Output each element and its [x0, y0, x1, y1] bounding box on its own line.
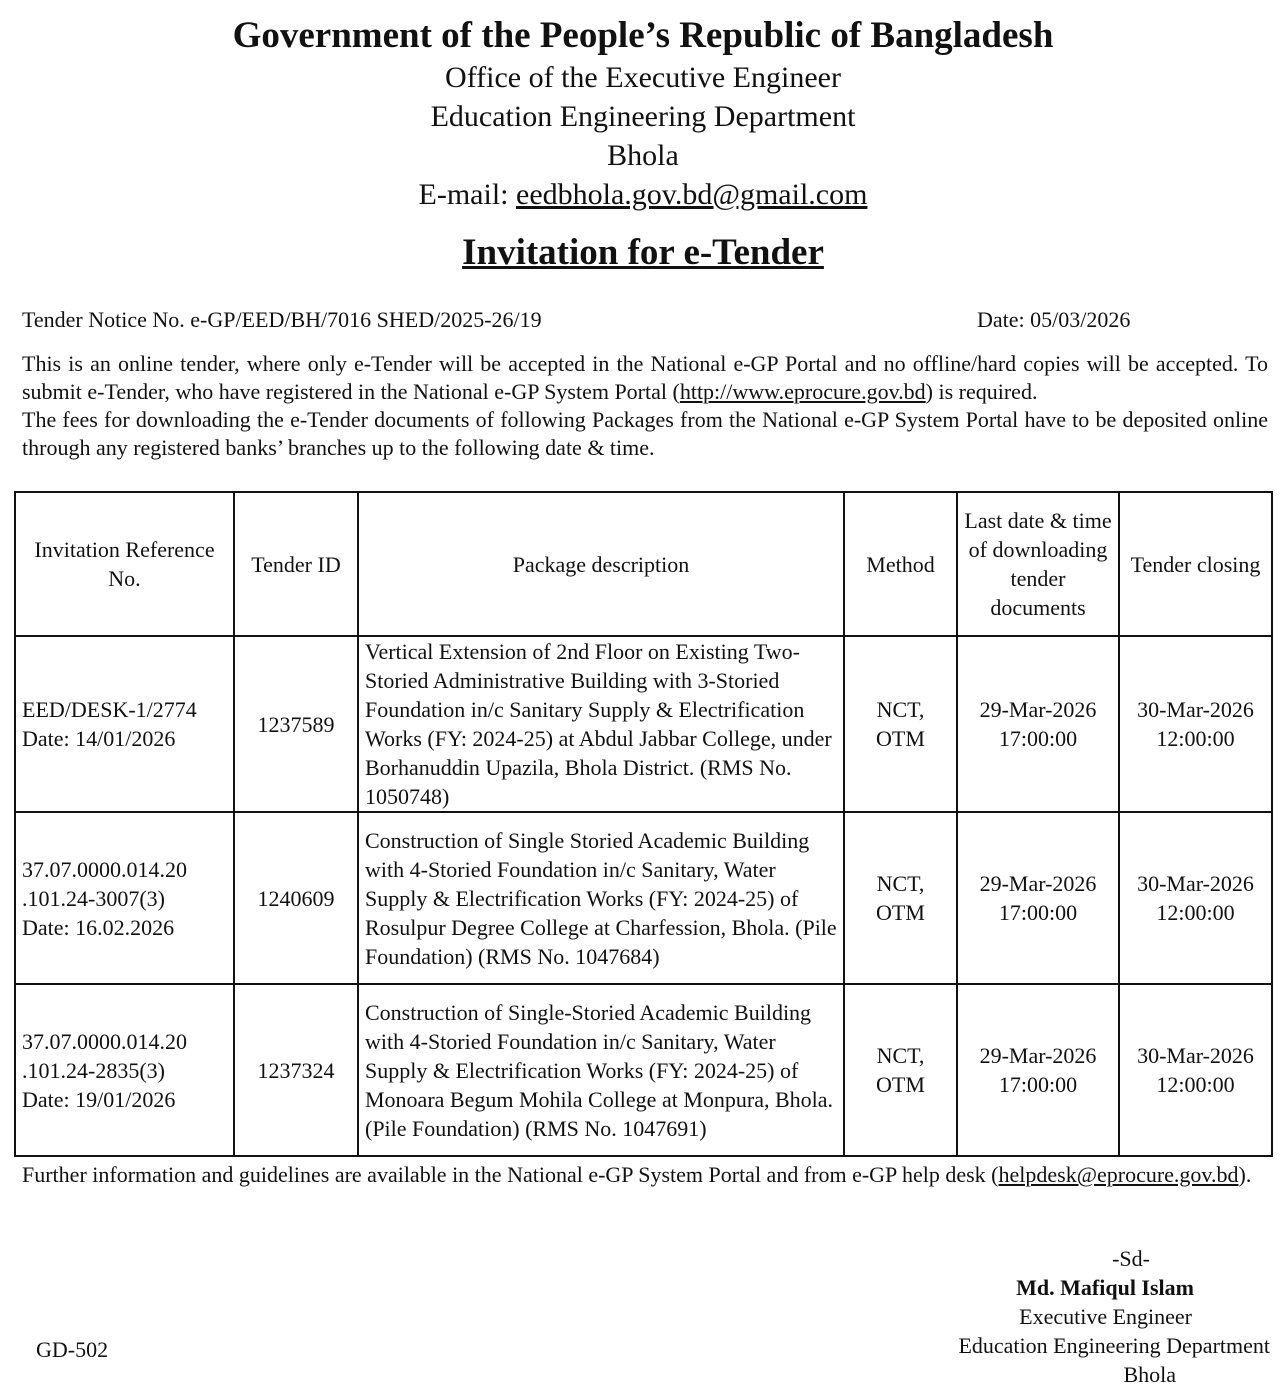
signatory-name: Md. Mafiqul Islam	[1016, 1275, 1194, 1300]
header-tender-closing: Tender closing	[1119, 492, 1272, 636]
signatory-designation: Executive Engineer	[1019, 1304, 1192, 1329]
page-title	[0, 230, 1286, 276]
table-row	[15, 984, 1272, 1156]
intro-paragraph-2: The fees for downloading the e-Tender documents of following Packages from the National e-GP System Portal have to be deposited online through any registered banks’ branches up to the following date & time.	[22, 407, 1268, 460]
closing-date: 30-Mar-2026	[1137, 697, 1254, 722]
last-time: 17:00:00	[998, 726, 1078, 751]
closing-cell	[1119, 984, 1272, 1156]
package-description-cell: Construction of Single-Storied Academic Building with 4-Storied Foundation in/c Sanitary, Water Supply & Electrification Works (FY: 2024-25) of Monoara Begum Mohila College at Monpura, Bhola. (Pile Foundation) (RMS No. 1047691)	[358, 984, 844, 1156]
table-row	[15, 636, 1272, 812]
further-information: Further information and guidelines are available in the National e-GP System Portal and from e-GP help desk (helpdesk@eprocure.gov.bd).	[22, 1162, 1252, 1187]
closing-time: 12:00:00	[1156, 900, 1235, 925]
table-row	[15, 812, 1272, 984]
tender-id-cell: 1240609	[234, 812, 358, 984]
last-time: 17:00:00	[998, 1072, 1078, 1097]
intro-text	[22, 350, 1268, 462]
header-tender-id: Tender ID	[234, 492, 358, 636]
ref-number: 37.07.0000.014.20 .101.24-2835(3)	[22, 1028, 187, 1083]
ref-cell	[15, 812, 234, 984]
header-method: Method	[844, 492, 957, 636]
header-package-description: Package description	[358, 492, 844, 636]
header-invitation-ref: Invitation Reference No.	[15, 492, 234, 636]
closing-date: 30-Mar-2026	[1137, 871, 1254, 896]
closing-cell	[1119, 812, 1272, 984]
method-cell: NCT, OTM	[844, 812, 957, 984]
department-line: Education Engineering Department	[430, 100, 856, 133]
district-line: Bhola	[607, 139, 679, 172]
package-description-cell: Construction of Single Storied Academic Building with 4-Storied Foundation in/c Sanitary, Water Supply & Electrification Works (FY: 2024-25) of Rosulpur Degree College at Charfession, Bhola. (Pile Foundation) (RMS No. 1047684)	[358, 812, 844, 984]
helpdesk-email-link[interactable]: helpdesk@eprocure.gov.bd	[998, 1162, 1239, 1187]
tender-id-cell: 1237324	[234, 984, 358, 1156]
last-date-cell	[957, 636, 1119, 812]
office-line: Office of the Executive Engineer	[445, 61, 841, 94]
ref-number: EED/DESK-1/2774	[22, 697, 197, 722]
last-date-cell	[957, 812, 1119, 984]
signature-block	[890, 1244, 1270, 1389]
closing-cell	[1119, 636, 1272, 812]
email-label: E-mail:	[418, 178, 509, 211]
closing-time: 12:00:00	[1156, 1072, 1235, 1097]
last-date-cell	[957, 984, 1119, 1156]
ref-cell	[15, 984, 234, 1156]
ref-date: Date: 19/01/2026	[22, 1086, 176, 1112]
email-link[interactable]: eedbhola.gov.bd@gmail.com	[516, 178, 868, 211]
email-line	[0, 175, 1286, 214]
tender-id-cell: 1237589	[234, 636, 358, 812]
ref-number: 37.07.0000.014.20 .101.24-3007(3)	[22, 856, 187, 911]
signatory-department: Education Engineering Department	[958, 1333, 1270, 1358]
letterhead	[0, 14, 1286, 214]
ref-date: Date: 14/01/2026	[22, 726, 176, 751]
signature-sd: -Sd-	[1112, 1246, 1150, 1271]
method-cell: NCT, OTM	[844, 984, 957, 1156]
closing-time: 12:00:00	[1156, 726, 1235, 751]
table-header-row	[15, 492, 1272, 636]
method-cell: NCT, OTM	[844, 636, 957, 812]
last-time: 17:00:00	[998, 900, 1078, 925]
notice-date: Date: 05/03/2026	[977, 307, 1131, 332]
gd-code: GD-502	[36, 1337, 109, 1362]
header-last-date: Last date & time of downloading tender documents	[957, 492, 1119, 636]
package-description-cell: Vertical Extension of 2nd Floor on Existing Two-Storied Administrative Building with 3-Storied Foundation in/c Sanitary Supply & Electrification Works (FY: 2024-25) at Abdul Jabbar College, under Borhanuddin Upazila, Bhola District. (RMS No. 1050748)	[358, 636, 844, 812]
eprocure-link[interactable]: http://www.eprocure.gov.bd	[679, 379, 926, 404]
intro-paragraph-1: This is an online tender, where only e-Tender will be accepted in the National e-GP Portal and no offline/hard copies will be accepted. To submit e-Tender, who have registered in the National e-GP System Portal (http://www.eprocure.gov.bd) is required.	[22, 351, 1268, 404]
closing-date: 30-Mar-2026	[1137, 1043, 1254, 1068]
signatory-city: Bhola	[1123, 1362, 1176, 1387]
ref-date: Date: 16.02.2026	[22, 914, 175, 940]
last-date: 29-Mar-2026	[979, 871, 1097, 896]
tender-notice-number: Tender Notice No. e-GP/EED/BH/7016 SHED/2025-26/19	[22, 307, 542, 332]
last-date: 29-Mar-2026	[979, 697, 1097, 722]
government-heading: Government of the People’s Republic of Bangladesh	[232, 15, 1054, 56]
last-date: 29-Mar-2026	[979, 1043, 1097, 1068]
ref-cell	[15, 636, 234, 812]
title-text: Invitation for e-Tender	[462, 232, 824, 273]
tender-table	[14, 491, 1273, 1157]
